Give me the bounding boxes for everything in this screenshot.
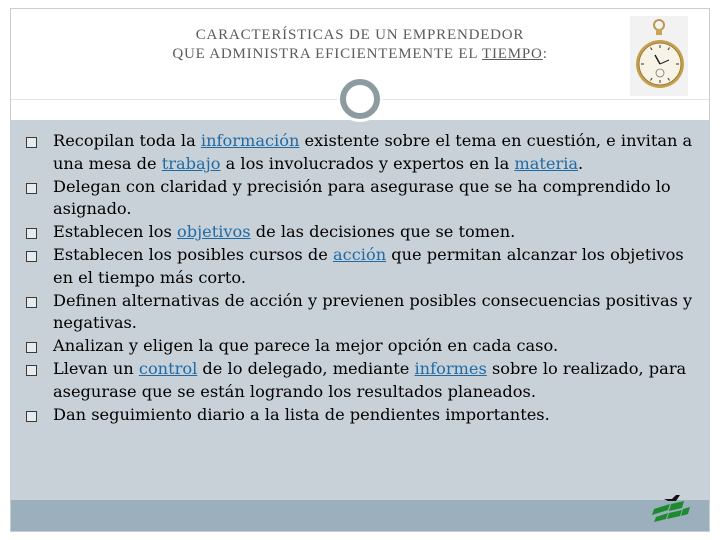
bullet-item	[26, 244, 696, 290]
inline-link[interactable]: control	[138, 358, 198, 378]
title-tiempo-link[interactable]: TIEMPO	[482, 46, 543, 62]
slide-title	[20, 26, 700, 64]
checkbox-bullet-icon	[26, 251, 37, 262]
bottom-bar	[11, 500, 709, 531]
inline-link[interactable]: objetivos	[177, 222, 251, 242]
checkbox-bullet-icon	[26, 342, 37, 353]
checkbox-bullet-icon	[26, 228, 37, 239]
bullet-item	[26, 290, 696, 336]
title-line-2-text: QUE ADMINISTRA EFICIENTEMENTE EL	[172, 46, 483, 62]
bullet-item	[26, 221, 696, 244]
bullet-text: existente sobre el tema en cuestión, e invitan a una mesa de	[53, 131, 693, 173]
title-line-1: CARACTERÍSTICAS DE UN EMPRENDEDOR	[195, 27, 525, 43]
bullet-item	[26, 130, 696, 176]
green-logo-icon	[650, 495, 692, 523]
bullet-item	[26, 176, 696, 222]
bullet-item	[26, 335, 696, 358]
checkbox-bullet-icon	[26, 365, 37, 376]
inline-link[interactable]: acción	[332, 244, 387, 264]
bullet-text: Establecen los	[53, 222, 177, 242]
circle-ring-icon	[340, 79, 380, 119]
inline-link[interactable]: informes	[414, 358, 487, 378]
bullet-text: de lo delegado, mediante	[197, 358, 415, 378]
checkbox-bullet-icon	[26, 297, 37, 308]
bullet-text: Delegan con claridad y precisión para asegurase que se ha comprendido lo asignado.	[53, 176, 671, 219]
inline-link[interactable]: trabajo	[161, 153, 221, 173]
checkbox-bullet-icon	[26, 411, 37, 422]
bullet-text: Dan seguimiento diario a la lista de pendientes importantes.	[53, 404, 550, 424]
inline-link[interactable]: materia	[514, 153, 579, 173]
bullet-text: Establecen los posibles cursos de	[53, 244, 333, 264]
bullet-item	[26, 358, 696, 404]
pocket-watch-icon	[630, 16, 688, 96]
checkbox-bullet-icon	[26, 137, 37, 148]
bullet-text: a los involucrados y expertos en la	[220, 153, 515, 173]
bullet-text: .	[578, 153, 584, 173]
bullet-text: sobre lo realizado, para asegurase que se están logrando los resultados planeados.	[53, 358, 687, 401]
title-line-2	[20, 45, 700, 64]
bullet-text: Recopilan toda la	[53, 131, 201, 150]
bullet-text: Analizan y eligen la que parece la mejor opción en cada caso.	[53, 336, 559, 356]
inline-link[interactable]: información	[200, 131, 300, 150]
bullet-text: que permitan alcanzar los objetivos en el tiempo más corto.	[53, 244, 684, 287]
bullet-text: de las decisiones que se tomen.	[250, 222, 516, 242]
bullet-list	[26, 130, 696, 426]
bullet-item	[26, 404, 696, 427]
checkbox-bullet-icon	[26, 183, 37, 194]
bullet-text: Llevan un	[53, 358, 139, 378]
bullet-text: Definen alternativas de acción y previenen posibles consecuencias positivas y negativas.	[53, 290, 693, 333]
title-line-2-colon: :	[542, 46, 548, 62]
